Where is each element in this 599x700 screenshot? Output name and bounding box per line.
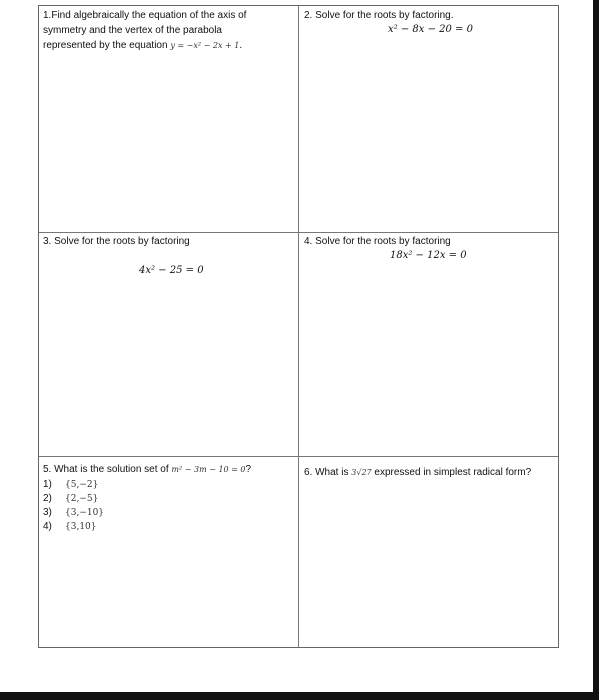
choice-2-value: {2,−5} xyxy=(65,494,99,504)
question-3-equation: 4x² − 25 = 0 xyxy=(139,265,204,276)
question-1-cell xyxy=(43,8,293,53)
question-5-equation: m² − 3m − 10 = 0 xyxy=(171,465,246,474)
question-4-equation: 18x² − 12x = 0 xyxy=(390,250,467,261)
question-2-text: 2. Solve for the roots by factoring. xyxy=(304,10,454,21)
choice-2-number: 2) xyxy=(43,493,52,504)
question-5-choices xyxy=(43,478,293,534)
question-3-text: 3. Solve for the roots by factoring xyxy=(43,236,190,247)
question-1-line-3 xyxy=(43,38,293,53)
question-1-equation: y = −x² − 2x + 1 xyxy=(170,41,240,50)
question-1-line-3-text: represented by the equation xyxy=(43,40,168,51)
choice-1 xyxy=(43,478,293,492)
grid-divider-horizontal-2 xyxy=(39,456,558,457)
grid-divider-horizontal-1 xyxy=(39,232,558,233)
question-1-line-1: 1.Find algebraically the equation of the axis of xyxy=(43,10,247,21)
question-5-end: ? xyxy=(245,464,252,475)
question-6-after: expressed in simplest radical form? xyxy=(374,467,532,478)
question-5-cell xyxy=(43,462,293,534)
question-5-stem xyxy=(43,462,293,477)
choice-2 xyxy=(43,492,293,506)
question-3-cell xyxy=(43,234,293,276)
question-4-text: 4. Solve for the roots by factoring xyxy=(304,236,451,247)
question-6-before: 6. What is xyxy=(304,467,349,478)
choice-4 xyxy=(43,520,293,534)
question-1-line-2: symmetry and the vertex of the parabola xyxy=(43,25,222,36)
question-5-text: 5. What is the solution set of xyxy=(43,464,169,475)
grid-divider-vertical xyxy=(298,6,299,647)
choice-3-number: 3) xyxy=(43,507,52,518)
page-edge-bottom xyxy=(0,692,599,700)
question-4-cell xyxy=(304,234,554,261)
question-6-expression: 3√27 xyxy=(351,468,372,477)
choice-4-value: {3,10} xyxy=(65,522,97,532)
question-6-cell xyxy=(304,465,556,480)
page-edge-right xyxy=(593,0,599,700)
choice-4-number: 4) xyxy=(43,521,52,532)
choice-1-value: {5,−2} xyxy=(65,480,99,490)
choice-1-number: 1) xyxy=(43,479,52,490)
question-2-equation: x² − 8x − 20 = 0 xyxy=(388,24,473,35)
question-2-cell xyxy=(304,8,554,35)
choice-3-value: {3,−10} xyxy=(65,508,105,518)
choice-3 xyxy=(43,506,293,520)
question-1-period: . xyxy=(239,40,243,51)
worksheet-grid xyxy=(38,5,559,648)
